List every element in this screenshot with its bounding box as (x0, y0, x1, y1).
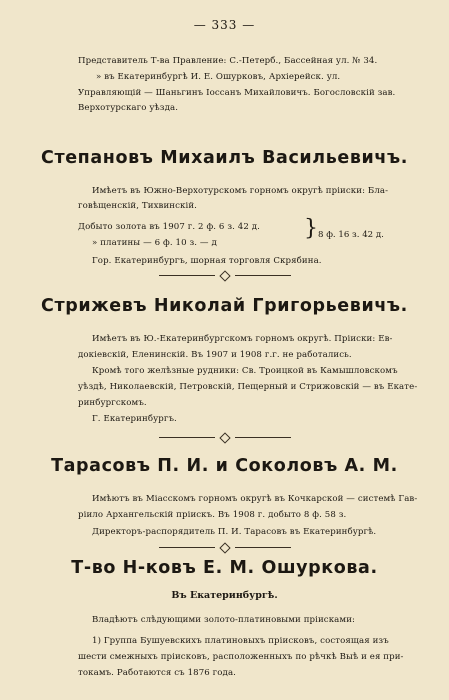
intro-line-2: » въ Екатеринбургѣ И. Е. Ошурковъ, Архіерейск. ул. (96, 72, 341, 82)
brace-symbol: } (304, 216, 318, 241)
s4-line-3: шести смежныхъ пріисковъ, расположенныхъ по рѣчкѣ Выѣ и ея при- (78, 652, 404, 662)
s1-line-2: говѣщенскій, Тихвинскій. (78, 201, 198, 211)
s1-line-1: Имѣетъ въ Южно-Верхотурскомъ горномъ округѣ пріиски: Бла- (92, 186, 389, 196)
intro-line-3: Управляющій — Шаньгинъ Іоссанъ Михайловичъ. Богословскій зав. (78, 88, 396, 98)
intro-line-4: Верхотурскаго уѣзда. (78, 103, 179, 113)
ornament-divider (0, 434, 449, 442)
s4-subtitle: Въ Екатеринбургѣ. (171, 590, 278, 601)
s3-line-3: Директоръ-распорядитель П. И. Тарасовъ въ Екатеринбургѣ. (92, 527, 377, 537)
s3-line-1: Имѣютъ въ Міасскомъ горномъ округѣ въ Кочкарской — системѣ Гав- (92, 494, 418, 504)
intro-line-1: Представитель Т-ва Правление: С.-Петерб., Бассейная ул. № 34. (78, 56, 378, 66)
s1-line-5: Гор. Екатеринбургъ, шорная торговля Скрябина. (92, 256, 322, 266)
page-number: — 333 — (193, 18, 256, 32)
ornament-divider (0, 544, 449, 552)
s2-line-6: Г. Екатеринбургъ. (92, 414, 177, 424)
s4-line-4: токамъ. Работаются съ 1876 года. (78, 668, 237, 678)
s3-line-2: ріило Архангельскій пріискъ. Въ 1908 г. добыто 8 ф. 58 з. (78, 510, 347, 520)
section-heading-oshurkov: Т-во Н-ковъ Е. М. Ошуркова. (71, 558, 378, 578)
ornament-divider (0, 272, 449, 280)
s4-line-2: 1) Группа Бушуевскихъ платиновыхъ пріисковъ, состоящая изъ (92, 636, 389, 646)
s1-line-3: Добыто золота въ 1907 г. 2 ф. 6 з. 42 д. (78, 222, 260, 232)
s1-total: 8 ф. 16 з. 42 д. (318, 230, 384, 240)
s2-line-1: Имѣетъ въ Ю.-Екатеринбургскомъ горномъ округѣ. Пріиски: Ев- (92, 334, 393, 344)
s2-line-2: докіевскій, Еленинскій. Въ 1907 и 1908 г.г. не работались. (78, 350, 352, 360)
section-heading-stepanov: Степановъ Михаилъ Васильевичъ. (41, 148, 408, 168)
s2-line-5: ринбургскомъ. (78, 398, 147, 408)
s4-line-1: Владѣютъ слѣдующими золото-платиновыми пріисками: (92, 615, 356, 625)
s1-line-4: » платины — 6 ф. 10 з. — д (92, 238, 217, 248)
s2-line-3: Кромѣ того желѣзные рудники: Св. Троицкой въ Камышловскомъ (92, 366, 398, 376)
section-heading-tarasov: Тарасовъ П. И. и Соколовъ А. М. (51, 456, 398, 476)
section-heading-strizhev: Стрижевъ Николай Григорьевичъ. (41, 296, 408, 316)
s2-line-4: уѣздѣ, Николаевскій, Петровскій, Пещерный и Стрижовскій — въ Екате- (78, 382, 418, 392)
